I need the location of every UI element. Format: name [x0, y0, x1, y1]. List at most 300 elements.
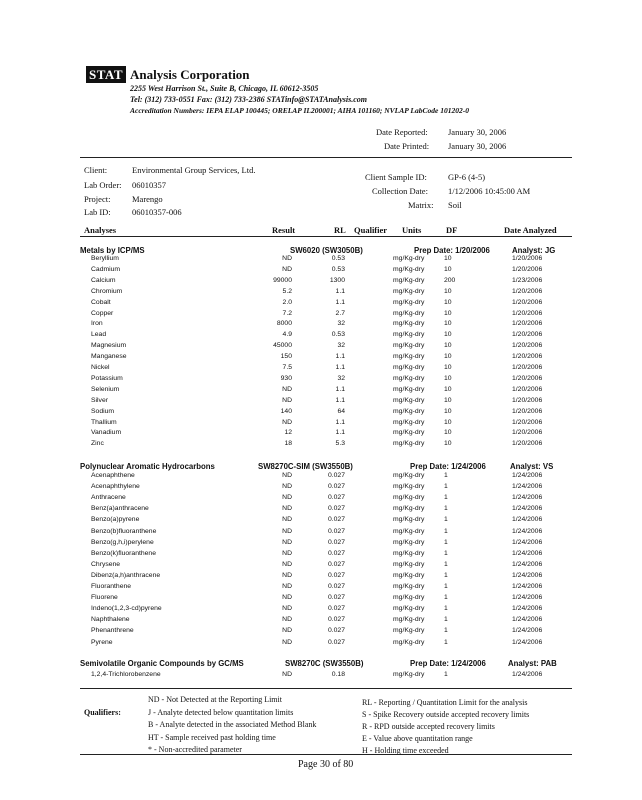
cell-units: mg/Kg-dry [393, 516, 425, 524]
cell-rl: 32 [337, 374, 345, 382]
cell-df: 10 [444, 255, 452, 262]
table-row [0, 255, 642, 266]
cell-rl: 1.1 [335, 287, 345, 295]
date-reported: January 30, 2006 [448, 127, 507, 137]
logo-mark: STAT [86, 66, 126, 83]
cell-date-analyzed: 1/20/2006 [512, 407, 543, 415]
cell-rl: 1.1 [335, 418, 345, 426]
section-method: SW6020 (SW3050B) [290, 246, 363, 255]
cell-result: 45000 [273, 342, 292, 350]
cell-result: 4.9 [282, 331, 292, 339]
cell-df: 10 [444, 407, 452, 415]
page-number: Page 30 of 80 [298, 759, 354, 770]
cell-rl: 0.53 [331, 331, 345, 339]
qualifier-j: J - Analyte detected below quantitation limits [148, 707, 294, 717]
table-row [0, 408, 642, 419]
cell-units: mg/Kg-dry [393, 605, 425, 613]
cell-result: ND [282, 549, 292, 557]
company-address: 2255 West Harrison St., Suite B, Chicago, IL 60612-3505 [130, 84, 319, 93]
cell-result: ND [282, 560, 292, 568]
cell-units: mg/Kg-dry [393, 560, 425, 568]
qualifier-b: B - Analyte detected in the associated Method Blank [148, 720, 317, 729]
collection-date-label: Collection Date: [372, 186, 428, 196]
table-row [0, 342, 642, 353]
cell-analyte: Benzo(k)fluoranthene [91, 549, 156, 557]
col-header-rl: RL [334, 225, 346, 235]
section-title: Metals by ICP/MS [80, 246, 145, 255]
table-row [0, 353, 642, 364]
cell-rl: 0.027 [327, 616, 345, 624]
cell-date-analyzed: 1/24/2006 [512, 472, 543, 479]
cell-units: mg/Kg-dry [393, 396, 425, 404]
cell-result: ND [282, 583, 292, 590]
cell-df: 10 [444, 298, 452, 306]
cell-date-analyzed: 1/24/2006 [512, 516, 543, 524]
lab-id-label: Lab ID: [84, 207, 111, 217]
cell-result: ND [282, 605, 292, 613]
cell-analyte: Calcium [91, 276, 116, 284]
cell-date-analyzed: 1/20/2006 [512, 385, 543, 393]
cell-date-analyzed: 1/24/2006 [512, 605, 543, 613]
section-analyst: Analyst: JG [512, 246, 556, 255]
cell-analyte: Zinc [91, 440, 104, 448]
qualifier-h: H - Holding time exceeded [362, 746, 449, 755]
cell-analyte: Thallium [91, 418, 117, 426]
cell-rl: 1.1 [335, 396, 345, 404]
table-row [0, 397, 642, 408]
col-header-units: Units [402, 225, 422, 235]
cell-analyte: Cobalt [91, 298, 111, 306]
cell-units: mg/Kg-dry [393, 309, 425, 317]
cell-rl: 0.027 [327, 549, 345, 557]
cell-date-analyzed: 1/20/2006 [512, 342, 543, 350]
project-label: Project: [84, 194, 111, 204]
cell-rl: 0.027 [327, 538, 345, 546]
cell-rl: 1.1 [335, 298, 345, 306]
cell-date-analyzed: 1/20/2006 [512, 429, 543, 437]
table-row [0, 539, 642, 550]
cell-analyte: Cadmium [91, 265, 121, 273]
cell-units: mg/Kg-dry [393, 472, 425, 479]
cell-result: ND [282, 571, 292, 579]
cell-date-analyzed: 1/20/2006 [512, 287, 543, 295]
cell-rl: 5.3 [335, 440, 345, 448]
cell-analyte: Potassium [91, 374, 123, 382]
cell-units: mg/Kg-dry [393, 505, 425, 513]
table-row [0, 561, 642, 572]
cell-rl: 0.027 [327, 583, 345, 590]
accreditation-numbers: Accreditation Numbers: IEPA ELAP 100445; ORELAP IL200001; AIHA 101160; NVLAP LabCode 101202-0 [130, 106, 469, 115]
cell-date-analyzed: 1/20/2006 [512, 353, 543, 361]
qualifier-rl: RL - Reporting / Quantitation Limit for the analysis [362, 698, 528, 707]
cell-analyte: Indeno(1,2,3-cd)pyrene [91, 605, 162, 613]
cell-analyte: Anthracene [91, 494, 126, 502]
cell-date-analyzed: 1/20/2006 [512, 440, 543, 448]
cell-df: 10 [444, 353, 452, 361]
cell-date-analyzed: 1/20/2006 [512, 418, 543, 426]
table-row [0, 419, 642, 430]
cell-date-analyzed: 1/20/2006 [512, 265, 543, 273]
qualifiers-label: Qualifiers: [84, 708, 121, 717]
cell-date-analyzed: 1/24/2006 [512, 483, 543, 491]
cell-df: 1 [444, 583, 448, 590]
cell-units: mg/Kg-dry [393, 298, 425, 306]
cell-result: 5.2 [282, 287, 292, 295]
cell-analyte: 1,2,4-Trichlorobenzene [91, 671, 161, 678]
matrix-label: Matrix: [408, 200, 434, 210]
cell-df: 1 [444, 560, 448, 568]
lab-id-value: 06010357-006 [132, 207, 182, 217]
lab-order-label: Lab Order: [84, 180, 122, 190]
cell-rl: 0.027 [327, 560, 345, 568]
cell-rl: 0.027 [327, 505, 345, 513]
cell-result: ND [282, 538, 292, 546]
table-row [0, 320, 642, 331]
cell-df: 10 [444, 440, 452, 448]
cell-df: 10 [444, 385, 452, 393]
qualifier-ht: HT - Sample received past holding time [148, 732, 276, 742]
cell-analyte: Naphthalene [91, 616, 130, 624]
cell-date-analyzed: 1/20/2006 [512, 309, 543, 317]
table-row [0, 375, 642, 386]
table-row [0, 528, 642, 539]
project-value: Marengo [132, 194, 163, 204]
cell-rl: 0.18 [331, 671, 345, 678]
cell-result: ND [282, 483, 292, 491]
date-printed-label: Date Printed: [384, 141, 430, 151]
cell-df: 1 [444, 549, 448, 557]
cell-analyte: Chrysene [91, 560, 121, 568]
cell-units: mg/Kg-dry [393, 255, 425, 262]
cell-units: mg/Kg-dry [393, 638, 425, 646]
table-row [0, 639, 642, 650]
cell-analyte: Pyrene [91, 638, 113, 646]
cell-units: mg/Kg-dry [393, 265, 425, 273]
cell-result: 12 [284, 429, 292, 437]
qualifier-asterisk: * - Non-accredited parameter [148, 745, 242, 754]
table-row [0, 505, 642, 516]
client-value: Environmental Group Services, Ltd. [132, 165, 256, 175]
cell-units: mg/Kg-dry [393, 429, 425, 437]
cell-analyte: Dibenz(a,h)anthracene [91, 571, 161, 579]
cell-analyte: Benzo(g,h,i)perylene [91, 538, 154, 546]
cell-units: mg/Kg-dry [393, 583, 425, 590]
cell-df: 10 [444, 418, 452, 426]
cell-rl: 1.1 [335, 429, 345, 437]
cell-date-analyzed: 1/20/2006 [512, 396, 543, 404]
table-row [0, 288, 642, 299]
table-row [0, 266, 642, 277]
section-prep-date: Prep Date: 1/20/2006 [414, 246, 490, 255]
cell-df: 10 [444, 265, 452, 273]
section-analyst: Analyst: VS [510, 462, 554, 471]
cell-analyte: Benzo(a)pyrene [91, 516, 140, 524]
cell-units: mg/Kg-dry [393, 627, 425, 635]
cell-result: 150 [280, 353, 292, 361]
cell-analyte: Beryllium [91, 255, 119, 262]
col-header-date-analyzed: Date Analyzed [504, 225, 557, 235]
cell-rl: 0.53 [331, 265, 345, 273]
table-row [0, 310, 642, 321]
cell-units: mg/Kg-dry [393, 571, 425, 579]
cell-analyte: Acenaphthene [91, 472, 135, 479]
cell-result: ND [282, 616, 292, 624]
cell-date-analyzed: 1/20/2006 [512, 255, 543, 262]
cell-df: 10 [444, 287, 452, 295]
cell-units: mg/Kg-dry [393, 616, 425, 624]
company-logo [86, 66, 126, 84]
cell-result: ND [282, 638, 292, 646]
cell-date-analyzed: 1/24/2006 [512, 494, 543, 502]
cell-units: mg/Kg-dry [393, 527, 425, 535]
cell-analyte: Vanadium [91, 429, 122, 437]
cell-date-analyzed: 1/23/2006 [512, 276, 543, 284]
cell-result: ND [282, 418, 292, 426]
cell-units: mg/Kg-dry [393, 364, 425, 371]
cell-result: ND [282, 396, 292, 404]
column-header-divider [80, 236, 572, 237]
cell-date-analyzed: 1/24/2006 [512, 549, 543, 557]
cell-date-analyzed: 1/24/2006 [512, 505, 543, 513]
cell-date-analyzed: 1/24/2006 [512, 527, 543, 535]
cell-rl: 0.027 [327, 516, 345, 524]
cell-rl: 64 [337, 407, 345, 415]
table-row [0, 583, 642, 594]
cell-date-analyzed: 1/20/2006 [512, 331, 543, 339]
cell-rl: 1300 [329, 276, 345, 284]
cell-units: mg/Kg-dry [393, 385, 425, 393]
cell-result: ND [282, 494, 292, 502]
cell-df: 1 [444, 472, 448, 479]
cell-analyte: Chromium [91, 287, 123, 295]
cell-date-analyzed: 1/24/2006 [512, 538, 543, 546]
cell-result: 2.0 [282, 298, 292, 306]
cell-analyte: Benzo(b)fluoranthene [91, 527, 157, 535]
cell-units: mg/Kg-dry [393, 418, 425, 426]
cell-rl: 2.7 [335, 309, 345, 317]
qualifier-e: E - Value above quantitation range [362, 734, 473, 743]
cell-result: ND [282, 594, 292, 602]
cell-analyte: Copper [91, 309, 114, 317]
cell-rl: 0.027 [327, 494, 345, 502]
table-row [0, 605, 642, 616]
col-header-df: DF [446, 225, 458, 235]
cell-units: mg/Kg-dry [393, 287, 425, 295]
cell-units: mg/Kg-dry [393, 353, 425, 361]
date-reported-label: Date Reported: [376, 127, 428, 137]
cell-result: 18 [284, 440, 292, 448]
cell-df: 1 [444, 616, 448, 624]
cell-result: ND [282, 505, 292, 513]
cell-analyte: Iron [91, 320, 103, 328]
cell-result: ND [282, 516, 292, 524]
cell-units: mg/Kg-dry [393, 320, 425, 328]
company-name: Analysis Corporation [130, 67, 250, 82]
table-row [0, 550, 642, 561]
cell-units: mg/Kg-dry [393, 549, 425, 557]
table-row [0, 429, 642, 440]
cell-units: mg/Kg-dry [393, 594, 425, 602]
cell-date-analyzed: 1/24/2006 [512, 671, 543, 678]
header-divider [80, 157, 572, 158]
col-header-analyses: Analyses [84, 225, 117, 235]
cell-date-analyzed: 1/24/2006 [512, 616, 543, 624]
cell-df: 1 [444, 538, 448, 546]
cell-df: 1 [444, 494, 448, 502]
table-row [0, 572, 642, 583]
cell-date-analyzed: 1/24/2006 [512, 560, 543, 568]
cell-units: mg/Kg-dry [393, 494, 425, 502]
cell-rl: 0.53 [331, 255, 345, 262]
section-prep-date: Prep Date: 1/24/2006 [410, 462, 486, 471]
cell-df: 10 [444, 364, 452, 371]
cell-rl: 32 [337, 342, 345, 350]
cell-rl: 0.027 [327, 627, 345, 635]
cell-units: mg/Kg-dry [393, 342, 425, 350]
cell-df: 10 [444, 331, 452, 339]
cell-rl: 1.1 [335, 364, 345, 371]
cell-result: 930 [280, 374, 292, 382]
cell-result: ND [282, 671, 292, 678]
cell-rl: 0.027 [327, 483, 345, 491]
table-row [0, 299, 642, 310]
cell-date-analyzed: 1/20/2006 [512, 364, 543, 371]
col-header-qualifier: Qualifier [354, 225, 388, 235]
cell-date-analyzed: 1/20/2006 [512, 298, 543, 306]
qualifier-s: S - Spike Recovery outside accepted recovery limits [362, 710, 530, 719]
cell-units: mg/Kg-dry [393, 276, 425, 284]
cell-rl: 0.027 [327, 571, 345, 579]
cell-rl: 32 [337, 320, 345, 328]
cell-df: 1 [444, 516, 448, 524]
cell-date-analyzed: 1/24/2006 [512, 583, 543, 590]
cell-date-analyzed: 1/24/2006 [512, 594, 543, 602]
cell-analyte: Sodium [91, 407, 115, 415]
table-row [0, 472, 642, 483]
cell-units: mg/Kg-dry [393, 483, 425, 491]
cell-result: ND [282, 385, 292, 393]
qualifier-r: R - RPD outside accepted recovery limits [362, 722, 495, 731]
client-label: Client: [84, 165, 108, 175]
cell-result: ND [282, 527, 292, 535]
cell-df: 1 [444, 671, 448, 678]
cell-result: ND [282, 472, 292, 479]
cell-date-analyzed: 1/20/2006 [512, 320, 543, 328]
cell-rl: 0.027 [327, 638, 345, 646]
matrix-value: Soil [448, 200, 462, 210]
cell-df: 1 [444, 483, 448, 491]
cell-analyte: Magnesium [91, 342, 127, 350]
cell-df: 10 [444, 342, 452, 350]
cell-rl: 0.027 [327, 605, 345, 613]
table-row [0, 364, 642, 375]
cell-units: mg/Kg-dry [393, 538, 425, 546]
company-contact: Tel: (312) 733-0551 Fax: (312) 733-2386 STATinfo@STATAnalysis.com [130, 95, 367, 104]
table-row [0, 594, 642, 605]
col-header-result: Result [272, 225, 296, 235]
cell-rl: 0.027 [327, 594, 345, 602]
collection-date-value: 1/12/2006 10:45:00 AM [448, 186, 531, 196]
table-row [0, 627, 642, 638]
cell-df: 1 [444, 605, 448, 613]
cell-analyte: Fluoranthene [91, 583, 132, 590]
qualifiers-right-list [362, 697, 529, 757]
cell-df: 1 [444, 627, 448, 635]
cell-units: mg/Kg-dry [393, 407, 425, 415]
cell-result: 7.2 [282, 309, 292, 317]
cell-result: ND [282, 627, 292, 635]
qualifier-nd: ND - Not Detected at the Reporting Limit [148, 695, 282, 704]
cell-df: 1 [444, 571, 448, 579]
footer-divider [80, 754, 572, 755]
cell-df: 10 [444, 320, 452, 328]
cell-analyte: Lead [91, 331, 107, 339]
cell-df: 10 [444, 309, 452, 317]
table-row [0, 386, 642, 397]
cell-analyte: Benz(a)anthracene [91, 505, 149, 513]
sample-id-label: Client Sample ID: [365, 172, 427, 182]
cell-df: 1 [444, 527, 448, 535]
table-row [0, 516, 642, 527]
table-row [0, 494, 642, 505]
cell-df: 1 [444, 594, 448, 602]
cell-analyte: Manganese [91, 353, 127, 361]
table-row [0, 483, 642, 494]
cell-analyte: Silver [91, 396, 108, 404]
cell-df: 1 [444, 505, 448, 513]
cell-date-analyzed: 1/24/2006 [512, 571, 543, 579]
cell-units: mg/Kg-dry [393, 440, 425, 448]
cell-analyte: Selenium [91, 385, 120, 393]
cell-result: 99000 [273, 276, 292, 284]
date-printed: January 30, 2006 [448, 141, 507, 151]
cell-result: 7.5 [282, 364, 292, 371]
cell-analyte: Acenaphthylene [91, 483, 140, 491]
cell-rl: 1.1 [335, 385, 345, 393]
section-analyst: Analyst: PAB [508, 659, 557, 668]
cell-date-analyzed: 1/24/2006 [512, 638, 543, 646]
section-prep-date: Prep Date: 1/24/2006 [410, 659, 486, 668]
section-title: Semivolatile Organic Compounds by GC/MS [80, 659, 244, 668]
section-title: Polynuclear Aromatic Hydrocarbons [80, 462, 215, 471]
cell-result: 140 [280, 407, 292, 415]
cell-df: 10 [444, 429, 452, 437]
table-row [0, 440, 642, 451]
table-row [0, 671, 642, 682]
cell-analyte: Nickel [91, 364, 110, 371]
cell-df: 10 [444, 374, 452, 382]
cell-analyte: Phenanthrene [91, 627, 134, 635]
cell-df: 1 [444, 638, 448, 646]
lab-order-value: 06010357 [132, 180, 166, 190]
cell-date-analyzed: 1/24/2006 [512, 627, 543, 635]
cell-result: ND [282, 255, 292, 262]
cell-units: mg/Kg-dry [393, 331, 425, 339]
cell-units: mg/Kg-dry [393, 671, 425, 678]
cell-units: mg/Kg-dry [393, 374, 425, 382]
cell-analyte: Fluorene [91, 594, 118, 602]
qualifiers-left-list [148, 694, 316, 757]
qualifiers-divider [80, 688, 572, 689]
cell-result: 8000 [276, 320, 292, 328]
cell-rl: 1.1 [335, 353, 345, 361]
cell-df: 200 [444, 276, 456, 284]
table-row [0, 616, 642, 627]
section-method: SW8270C (SW3550B) [285, 659, 364, 668]
cell-result: ND [282, 265, 292, 273]
table-row [0, 277, 642, 288]
cell-date-analyzed: 1/20/2006 [512, 374, 543, 382]
